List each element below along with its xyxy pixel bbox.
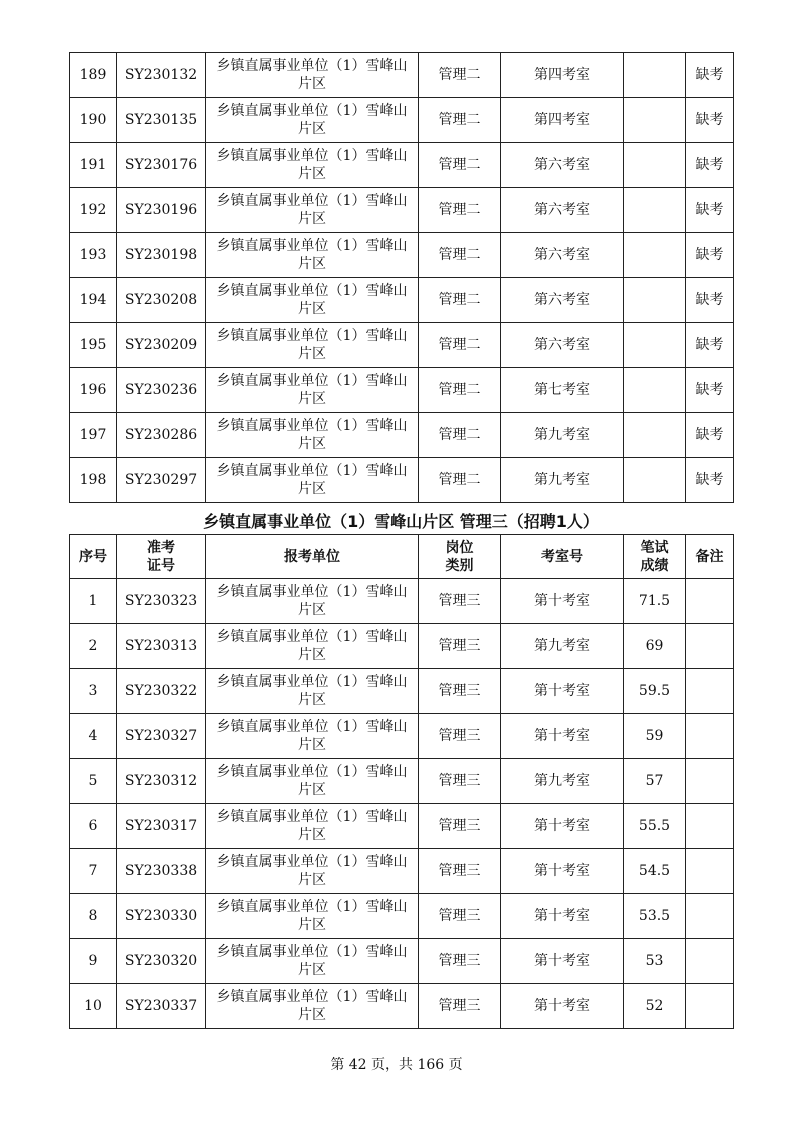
header-score-line2: 成绩 (640, 557, 669, 574)
cell-room: 第七考室 (501, 368, 624, 413)
cell-exam-id: SY230323 (117, 579, 206, 624)
table-row (70, 278, 734, 323)
table-row (70, 143, 734, 188)
cell-room: 第六考室 (501, 278, 624, 323)
cell-score (624, 53, 686, 98)
cell-exam-id: SY230297 (117, 458, 206, 503)
cell-score: 59 (624, 714, 686, 759)
cell-note (686, 714, 734, 759)
cell-room: 第十考室 (501, 669, 624, 714)
cell-unit: 乡镇直属事业单位（1）雪峰山片区 (206, 804, 419, 849)
cell-no: 190 (70, 98, 117, 143)
cell-room: 第六考室 (501, 233, 624, 278)
cell-note: 缺考 (686, 53, 734, 98)
cell-no: 196 (70, 368, 117, 413)
cell-note: 缺考 (686, 458, 734, 503)
cell-unit: 乡镇直属事业单位（1）雪峰山片区 (206, 894, 419, 939)
header-no: 序号 (70, 535, 117, 579)
cell-post: 管理二 (419, 458, 501, 503)
cell-no: 10 (70, 984, 117, 1029)
cell-exam-id: SY230312 (117, 759, 206, 804)
cell-post: 管理二 (419, 368, 501, 413)
cell-no: 194 (70, 278, 117, 323)
cell-room: 第六考室 (501, 143, 624, 188)
cell-exam-id: SY230338 (117, 849, 206, 894)
cell-post: 管理二 (419, 323, 501, 368)
cell-no: 9 (70, 939, 117, 984)
cell-exam-id: SY230196 (117, 188, 206, 233)
cell-note: 缺考 (686, 188, 734, 233)
cell-post: 管理二 (419, 53, 501, 98)
cell-score: 53 (624, 939, 686, 984)
cell-room: 第九考室 (501, 759, 624, 804)
cell-post: 管理三 (419, 624, 501, 669)
header-score (624, 535, 686, 579)
cell-post: 管理二 (419, 188, 501, 233)
table-row (70, 714, 734, 759)
cell-unit: 乡镇直属事业单位（1）雪峰山片区 (206, 984, 419, 1029)
page-footer: 第 42 页，共 166 页 (330, 1057, 463, 1073)
cell-room: 第六考室 (501, 188, 624, 233)
table-row (70, 939, 734, 984)
header-post-line1: 岗位 (445, 539, 474, 556)
table-row (70, 233, 734, 278)
cell-note: 缺考 (686, 278, 734, 323)
cell-score (624, 143, 686, 188)
cell-unit: 乡镇直属事业单位（1）雪峰山片区 (206, 714, 419, 759)
cell-unit: 乡镇直属事业单位（1）雪峰山片区 (206, 368, 419, 413)
cell-note (686, 759, 734, 804)
table-row (70, 188, 734, 233)
cell-score: 59.5 (624, 669, 686, 714)
cell-score (624, 368, 686, 413)
cell-score (624, 98, 686, 143)
cell-exam-id: SY230317 (117, 804, 206, 849)
table-row (70, 624, 734, 669)
cell-no: 193 (70, 233, 117, 278)
cell-note (686, 894, 734, 939)
cell-note (686, 804, 734, 849)
cell-unit: 乡镇直属事业单位（1）雪峰山片区 (206, 188, 419, 233)
cell-score: 57 (624, 759, 686, 804)
cell-post: 管理三 (419, 759, 501, 804)
cell-score (624, 323, 686, 368)
cell-score: 53.5 (624, 894, 686, 939)
cell-unit: 乡镇直属事业单位（1）雪峰山片区 (206, 278, 419, 323)
cell-no: 6 (70, 804, 117, 849)
header-row (70, 535, 734, 579)
cell-unit: 乡镇直属事业单位（1）雪峰山片区 (206, 624, 419, 669)
header-id (117, 535, 206, 579)
cell-room: 第四考室 (501, 98, 624, 143)
cell-exam-id: SY230327 (117, 714, 206, 759)
results-table (69, 534, 734, 1029)
table-row (70, 579, 734, 624)
cell-post: 管理二 (419, 98, 501, 143)
cell-note: 缺考 (686, 368, 734, 413)
cell-note: 缺考 (686, 98, 734, 143)
header-id-line1: 准考 (147, 539, 175, 556)
header-post-line2: 类别 (445, 557, 474, 574)
cell-post: 管理三 (419, 849, 501, 894)
cell-exam-id: SY230198 (117, 233, 206, 278)
cell-score (624, 233, 686, 278)
cell-note (686, 849, 734, 894)
cell-note: 缺考 (686, 323, 734, 368)
cell-post: 管理二 (419, 143, 501, 188)
cell-no: 4 (70, 714, 117, 759)
table-row (70, 669, 734, 714)
header-post (419, 535, 501, 579)
cell-no: 195 (70, 323, 117, 368)
cell-score: 69 (624, 624, 686, 669)
cell-exam-id: SY230135 (117, 98, 206, 143)
cell-score: 55.5 (624, 804, 686, 849)
cell-room: 第九考室 (501, 458, 624, 503)
cell-unit: 乡镇直属事业单位（1）雪峰山片区 (206, 458, 419, 503)
cell-exam-id: SY230322 (117, 669, 206, 714)
table-row (70, 894, 734, 939)
header-id-line2: 证号 (147, 557, 175, 574)
cell-post: 管理三 (419, 939, 501, 984)
cell-exam-id: SY230286 (117, 413, 206, 458)
cell-note (686, 984, 734, 1029)
cell-unit: 乡镇直属事业单位（1）雪峰山片区 (206, 849, 419, 894)
table-row (70, 759, 734, 804)
cell-unit: 乡镇直属事业单位（1）雪峰山片区 (206, 53, 419, 98)
cell-no: 8 (70, 894, 117, 939)
cell-note: 缺考 (686, 143, 734, 188)
table-row (70, 804, 734, 849)
cell-note (686, 624, 734, 669)
cell-exam-id: SY230236 (117, 368, 206, 413)
cell-score (624, 278, 686, 323)
cell-post: 管理三 (419, 984, 501, 1029)
cell-post: 管理三 (419, 579, 501, 624)
cell-no: 7 (70, 849, 117, 894)
cell-post: 管理二 (419, 278, 501, 323)
table-row (70, 323, 734, 368)
cell-room: 第十考室 (501, 579, 624, 624)
cell-no: 5 (70, 759, 117, 804)
cell-unit: 乡镇直属事业单位（1）雪峰山片区 (206, 759, 419, 804)
cell-score: 71.5 (624, 579, 686, 624)
cell-exam-id: SY230132 (117, 53, 206, 98)
cell-no: 1 (70, 579, 117, 624)
table-row (70, 849, 734, 894)
cell-no: 189 (70, 53, 117, 98)
cell-room: 第十考室 (501, 714, 624, 759)
cell-no: 3 (70, 669, 117, 714)
cell-room: 第十考室 (501, 804, 624, 849)
cell-note (686, 669, 734, 714)
continuation-table-body (70, 53, 734, 503)
table-row (70, 368, 734, 413)
cell-no: 191 (70, 143, 117, 188)
cell-exam-id: SY230337 (117, 984, 206, 1029)
cell-room: 第十考室 (501, 984, 624, 1029)
cell-unit: 乡镇直属事业单位（1）雪峰山片区 (206, 98, 419, 143)
cell-score: 52 (624, 984, 686, 1029)
cell-no: 192 (70, 188, 117, 233)
continuation-results-table (69, 52, 734, 503)
header-unit: 报考单位 (206, 535, 419, 579)
cell-note (686, 939, 734, 984)
header-room: 考室号 (501, 535, 624, 579)
cell-post: 管理二 (419, 233, 501, 278)
cell-post: 管理二 (419, 413, 501, 458)
cell-post: 管理三 (419, 714, 501, 759)
cell-note (686, 579, 734, 624)
cell-unit: 乡镇直属事业单位（1）雪峰山片区 (206, 413, 419, 458)
cell-score: 54.5 (624, 849, 686, 894)
header-score-line1: 笔试 (640, 539, 669, 556)
cell-note: 缺考 (686, 233, 734, 278)
cell-no: 198 (70, 458, 117, 503)
cell-unit: 乡镇直属事业单位（1）雪峰山片区 (206, 939, 419, 984)
cell-room: 第四考室 (501, 53, 624, 98)
cell-room: 第十考室 (501, 894, 624, 939)
cell-exam-id: SY230330 (117, 894, 206, 939)
cell-room: 第九考室 (501, 413, 624, 458)
cell-score (624, 188, 686, 233)
cell-note: 缺考 (686, 413, 734, 458)
cell-room: 第十考室 (501, 849, 624, 894)
table-row (70, 458, 734, 503)
cell-exam-id: SY230313 (117, 624, 206, 669)
table-row (70, 984, 734, 1029)
table-row (70, 413, 734, 458)
cell-post: 管理三 (419, 894, 501, 939)
table-header (70, 535, 734, 579)
cell-room: 第九考室 (501, 624, 624, 669)
cell-unit: 乡镇直属事业单位（1）雪峰山片区 (206, 579, 419, 624)
cell-exam-id: SY230209 (117, 323, 206, 368)
cell-unit: 乡镇直属事业单位（1）雪峰山片区 (206, 143, 419, 188)
cell-unit: 乡镇直属事业单位（1）雪峰山片区 (206, 233, 419, 278)
cell-post: 管理三 (419, 804, 501, 849)
cell-score (624, 413, 686, 458)
cell-no: 2 (70, 624, 117, 669)
cell-exam-id: SY230208 (117, 278, 206, 323)
cell-exam-id: SY230176 (117, 143, 206, 188)
cell-unit: 乡镇直属事业单位（1）雪峰山片区 (206, 323, 419, 368)
section-title: 乡镇直属事业单位（1）雪峰山片区 管理三（招聘1人） (203, 512, 599, 531)
cell-unit: 乡镇直属事业单位（1）雪峰山片区 (206, 669, 419, 714)
cell-score (624, 458, 686, 503)
header-note: 备注 (686, 535, 734, 579)
cell-post: 管理三 (419, 669, 501, 714)
table-row (70, 53, 734, 98)
cell-no: 197 (70, 413, 117, 458)
results-table-body (70, 579, 734, 1029)
cell-exam-id: SY230320 (117, 939, 206, 984)
table-row (70, 98, 734, 143)
cell-room: 第六考室 (501, 323, 624, 368)
cell-room: 第十考室 (501, 939, 624, 984)
